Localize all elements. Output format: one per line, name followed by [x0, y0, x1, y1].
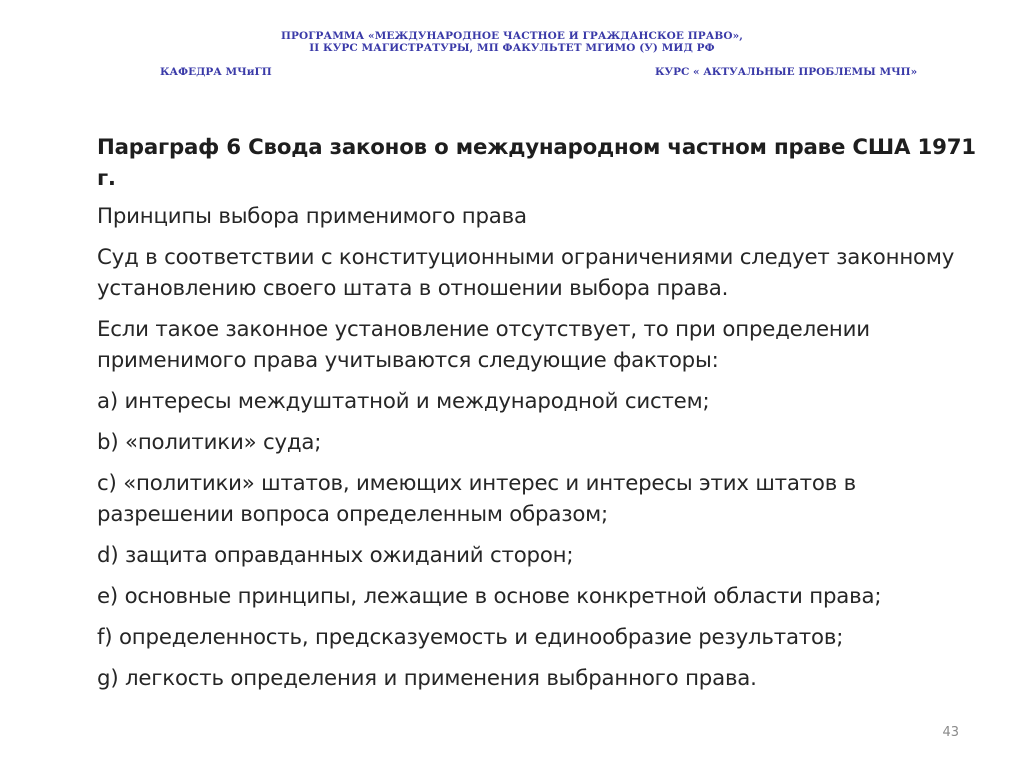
- paragraph-principles: Принципы выбора применимого права: [97, 204, 527, 229]
- slide-title: Параграф 6 Свода законов о международном частном праве США 1971 г.: [97, 135, 976, 191]
- program-title-line-2: II КУРС МАГИСТРАТУРЫ, МП ФАКУЛЬТЕТ МГИМО (У) МИД РФ: [309, 42, 715, 54]
- factor-a: a) интересы междуштатной и международной систем;: [97, 389, 710, 414]
- course-label: КУРС « АКТУАЛЬНЫЕ ПРОБЛЕМЫ МЧП»: [655, 66, 918, 78]
- factor-c: c) «политики» штатов, имеющих интерес и интересы этих штатов в разрешении вопроса определенным образом;: [97, 471, 856, 527]
- factor-e: e) основные принципы, лежащие в основе конкретной области права;: [97, 584, 882, 609]
- factor-g: g) легкость определения и применения выбранного права.: [97, 666, 757, 691]
- factor-b: b) «политики» суда;: [97, 430, 322, 455]
- page-number: 43: [942, 725, 959, 740]
- department-label: КАФЕДРА МЧиГП: [160, 66, 272, 78]
- paragraph-factors-intro: Если такое законное установление отсутствует, то при определении применимого права учитываются следующие факторы:: [97, 317, 870, 373]
- paragraph-court-rule: Суд в соответствии с конституционными ограничениями следует законному установлению своего штата в отношении выбора права.: [97, 245, 955, 301]
- program-title-line-1: ПРОГРАММА «МЕЖДУНАРОДНОЕ ЧАСТНОЕ И ГРАЖДАНСКОЕ ПРАВО»,: [280, 30, 744, 42]
- slide-content: [97, 132, 977, 704]
- factor-f: f) определенность, предсказуемость и единообразие результатов;: [97, 625, 844, 650]
- factor-d: d) защита оправданных ожиданий сторон;: [97, 543, 574, 568]
